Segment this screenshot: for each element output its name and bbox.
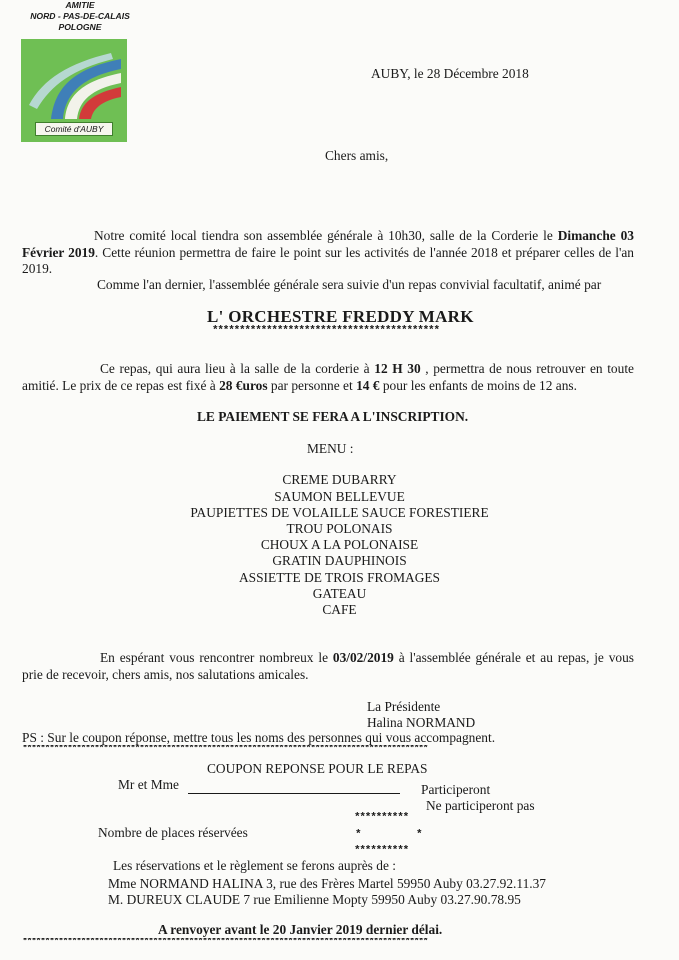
reservations-intro: Les réservations et le règlement se ferons auprès de :: [113, 858, 396, 873]
org-name-line1: AMITIE: [65, 0, 95, 10]
menu-item: ASSIETTE DE TROIS FROMAGES: [238, 570, 440, 585]
price-adult: 28 €uros: [219, 377, 268, 393]
intro-meal-sentence: Comme l'an dernier, l'assemblée générale sera suivie d'un repas convivial facultatif, animé par: [97, 277, 602, 292]
orchestra-title: L' ORCHESTRE FREDDY MARK: [207, 307, 474, 326]
places-box-left: *: [355, 829, 361, 841]
intro-text-b: . Cette réunion permettra de faire le point sur les activités de l'année 2018 et préparer celles de l'an 2019.: [22, 244, 634, 276]
places-input[interactable]: [362, 826, 414, 842]
coupon-name-label: Mr et Mme: [118, 777, 179, 792]
menu-item: TROU POLONAIS: [286, 521, 393, 536]
places-box-right: *: [416, 829, 422, 841]
flag-swoosh-icon: [21, 39, 127, 123]
intro-paragraph: [22, 228, 634, 278]
coupon-name-field[interactable]: [188, 778, 400, 794]
menu-item: PAUPIETTES DE VOLAILLE SAUCE FORESTIERE: [190, 505, 489, 520]
logo-label: Comité d'AUBY: [35, 122, 113, 136]
org-name-line3: POLOGNE: [58, 22, 102, 32]
committee-logo: [21, 39, 127, 142]
contact-dureux: M. DUREUX CLAUDE 7 rue Emilienne Mopty 59950 Auby 03.27.90.78.95: [108, 892, 521, 907]
orchestra-underline-stars: ******************************************: [212, 325, 439, 337]
closing-text-a: En espérant vous rencontrer nombreux le: [100, 650, 333, 665]
menu-item: GRATIN DAUPHINOIS: [272, 553, 407, 568]
meal-text-c: par personne et: [267, 377, 357, 393]
coupon-option-no[interactable]: Ne participeront pas: [426, 798, 535, 813]
deadline-notice: A renvoyer avant le 20 Janvier 2019 dernier délai.: [158, 922, 443, 937]
places-label: Nombre de places réservées: [98, 825, 248, 840]
meal-text-d: pour les enfants de moins de 12 ans.: [379, 377, 577, 393]
signature-name: Halina NORMAND: [367, 715, 476, 730]
greeting: Chers amis,: [325, 148, 389, 163]
menu-item: GATEAU: [312, 586, 367, 601]
coupon-title: COUPON REPONSE POUR LE REPAS: [207, 761, 428, 776]
separator-stars: ******************************************************************************************: [22, 745, 428, 755]
menu-item: CAFE: [322, 602, 357, 617]
closing-paragraph: [22, 650, 634, 683]
meal-time: 12 H 30: [374, 361, 421, 376]
contact-normand: Mme NORMAND HALINA 3, rue des Frères Martel 59950 Auby 03.27.92.11.37: [108, 876, 546, 891]
org-name-line2: NORD - PAS-DE-CALAIS: [30, 11, 130, 21]
signature-role: La Présidente: [367, 699, 441, 714]
meal-paragraph: [22, 361, 634, 394]
ps-note: PS : Sur le coupon réponse, mettre tous les noms des personnes qui vous accompagnent.: [22, 730, 496, 745]
menu-item: CHOUX A LA POLONAISE: [260, 537, 419, 552]
place-date: AUBY, le 28 Décembre 2018: [371, 66, 529, 81]
separator-stars-bottom: ******************************************************************************************: [22, 938, 428, 948]
closing-date: 03/02/2019: [332, 650, 394, 665]
places-box-top: **********: [354, 812, 409, 824]
price-child: 14 €: [356, 377, 380, 393]
menu-item: CREME DUBARRY: [282, 472, 397, 487]
coupon-option-yes[interactable]: Participeront: [421, 782, 491, 797]
meal-text-a: Ce repas, qui aura lieu à la salle de la corderie à: [100, 361, 375, 376]
places-box-bottom: **********: [354, 845, 409, 857]
meal-text-b: , permettra de nous retrouver en toute amitié. Le prix de ce repas est fixé à: [22, 361, 634, 393]
menu-heading: MENU :: [307, 441, 354, 456]
meeting-date: Dimanche 03 Février 2019: [22, 228, 634, 260]
closing-text-b: à l'assemblée générale et au repas, je vous prie de recevoir, chers amis, nos salutations amicales.: [22, 650, 635, 682]
menu-item: SAUMON BELLEVUE: [274, 489, 405, 504]
payment-notice: LE PAIEMENT SE FERA A L'INSCRIPTION.: [197, 409, 469, 424]
intro-text-a: Notre comité local tiendra son assemblée générale à 10h30, salle de la Corderie le: [94, 228, 558, 243]
